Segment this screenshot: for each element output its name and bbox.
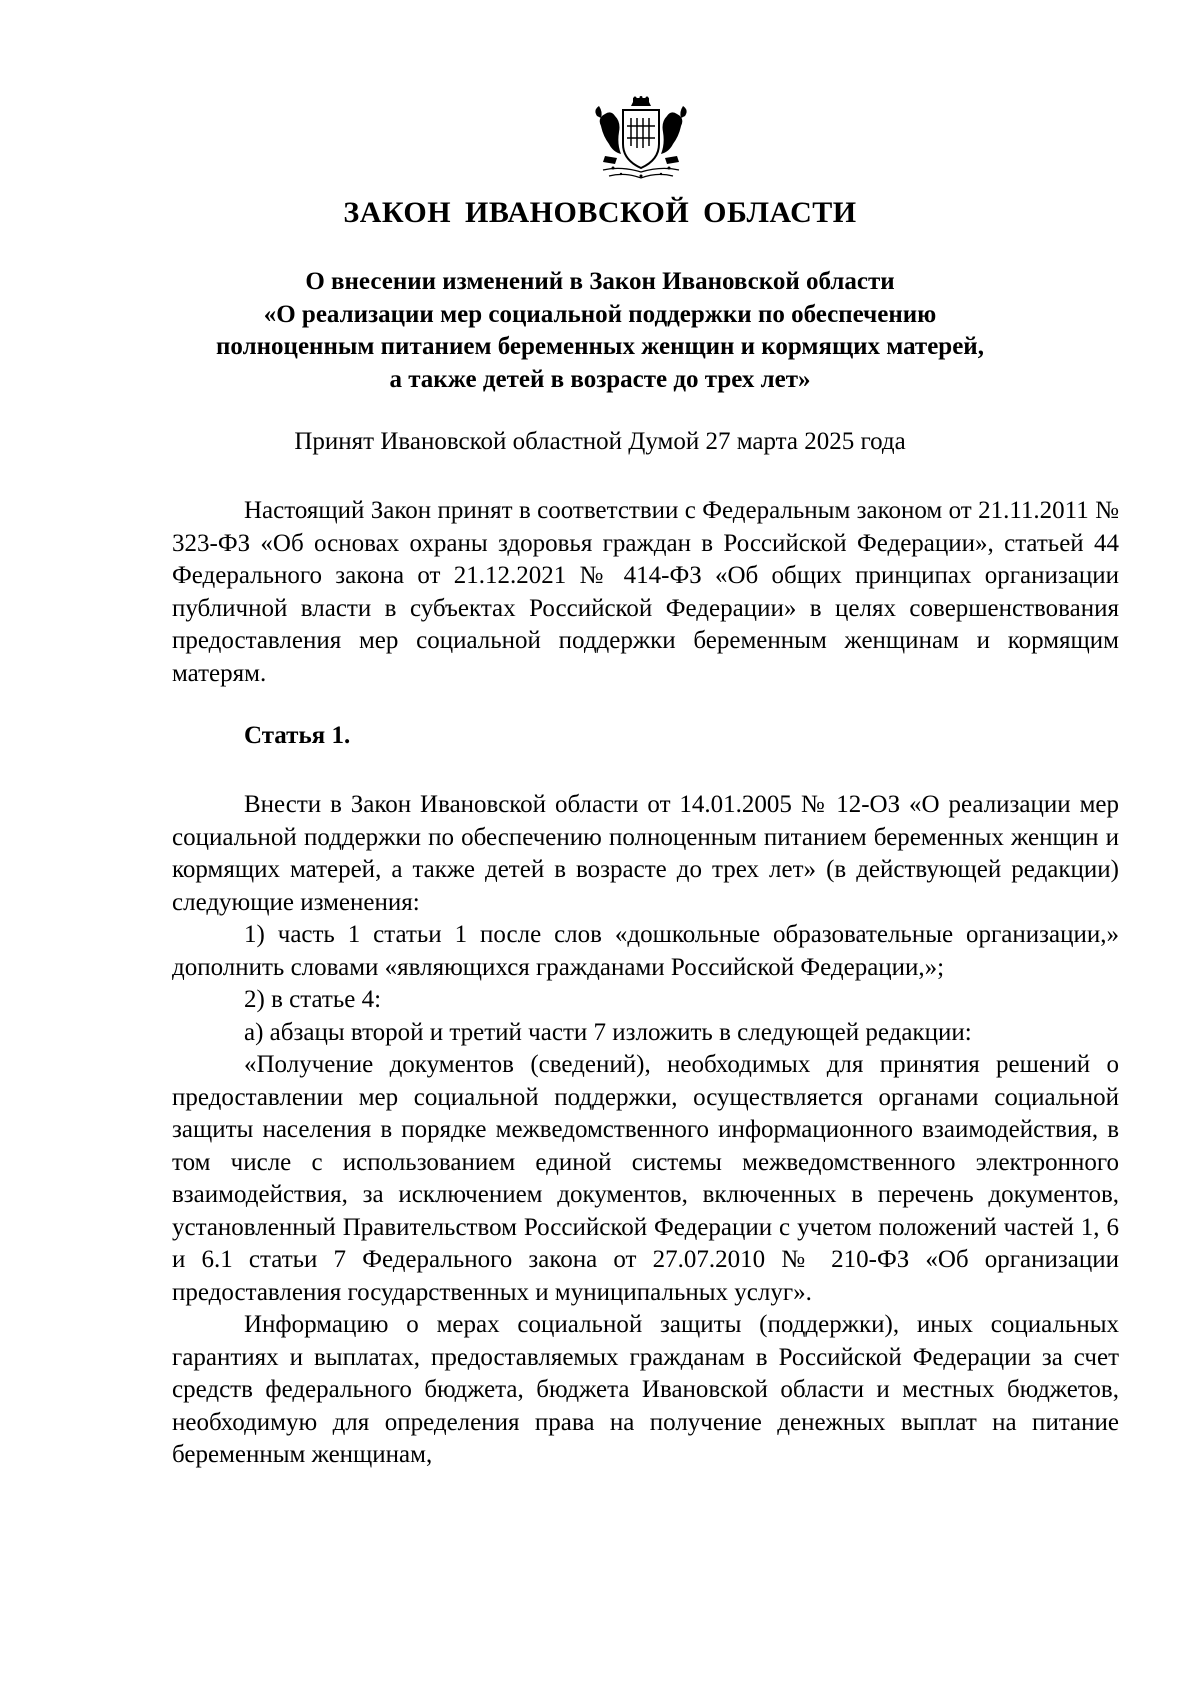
coat-of-arms-icon bbox=[591, 96, 691, 182]
article-title: Статья 1. bbox=[244, 722, 351, 749]
subject-line: О внесении изменений в Закон Ивановской области bbox=[305, 268, 895, 295]
article-paragraph: 2) в статье 4: bbox=[244, 986, 382, 1013]
law-title: ЗАКОН ИВАНОВСКОЙ ОБЛАСТИ bbox=[343, 196, 857, 229]
article-paragraph: Информацию о мерах социальной защиты (поддержки), иных социальных гарантиях и выплатах, предоставляемых гражданам в Российской Федерации за счет средств федерального бюджета, бюджета Ивановской области и местных бюджетов, необходимую для определения права на получение денежных выплат на питание беременным женщинам, bbox=[172, 1311, 1119, 1468]
preamble bbox=[172, 495, 1119, 690]
subject-line: полноценным питанием беременных женщин и кормящих матерей, bbox=[216, 333, 984, 360]
article-paragraph: «Получение документов (сведений), необходимых для принятия решений о предоставлении мер социальной поддержки, осуществляется органами социальной защиты населения в порядке межведомственного информационного взаимодействия, в том числе с использованием единой системы межведомственного электронного взаимодействия, за исключением документов, включенных в перечень документов, установленный Правительством Российской Федерации с учетом положений частей 1, 6 и 6.1 статьи 7 Федерального закона от 27.07.2010 № 210-ФЗ «Об организации предоставления государственных и муниципальных услуг». bbox=[172, 1051, 1119, 1306]
subject-line: а также детей в возрасте до трех лет» bbox=[389, 365, 811, 393]
article-body bbox=[172, 789, 1119, 1472]
preamble-paragraph: Настоящий Закон принят в соответствии с Федеральным законом от 21.11.2011 № 323-ФЗ «Об основах охраны здоровья граждан в Российской Федерации», статьей 44 Федерального закона от 21.12.2021 № 414-ФЗ «Об общих принципах организации публичной власти в субъектах Российской Федерации» в целях совершенствования предоставления мер социальной поддержки беременным женщинам и кормящим матерям. bbox=[172, 497, 1119, 687]
article-paragraph: 1) часть 1 статьи 1 после слов «дошкольные образовательные организации,» дополнить словами «являющихся гражданами Российской Федерации,»; bbox=[172, 921, 1119, 981]
law-subject bbox=[150, 266, 1050, 396]
article-paragraph: Внести в Закон Ивановской области от 14.01.2005 № 12-ОЗ «О реализации мер социальной поддержки по обеспечению полноценным питанием беременных женщин и кормящих матерей, а также детей в возрасте до трех лет» (в действующей редакции) следующие изменения: bbox=[172, 791, 1119, 916]
adoption-statement: Принят Ивановской областной Думой 27 марта 2025 года bbox=[294, 428, 906, 455]
article-paragraph: а) абзацы второй и третий части 7 изложить в следующей редакции: bbox=[244, 1018, 972, 1046]
subject-line: «О реализации мер социальной поддержки по обеспечению bbox=[263, 300, 937, 328]
